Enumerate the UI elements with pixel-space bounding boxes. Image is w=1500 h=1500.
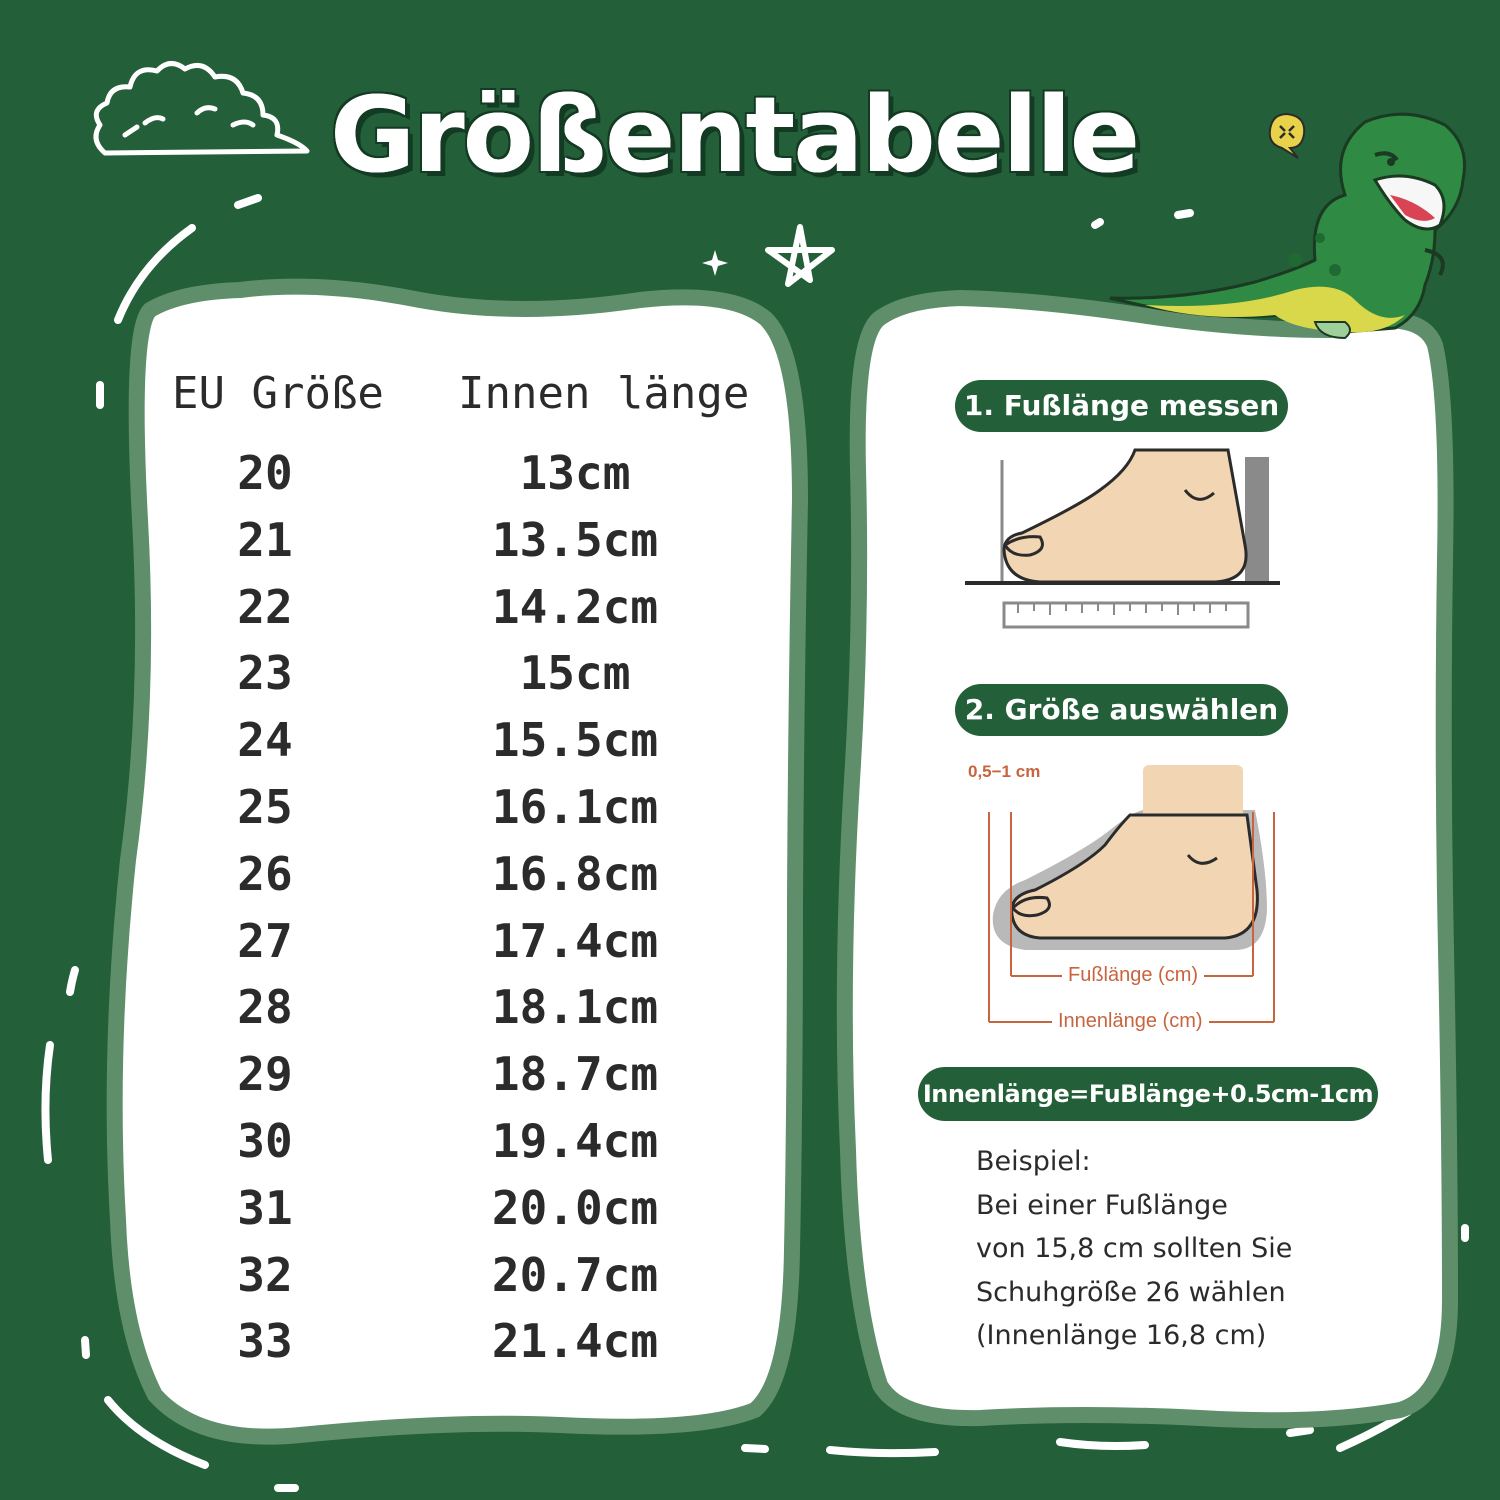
table-cell-size: 27 xyxy=(237,914,293,968)
example-line: Bei einer Fußlänge xyxy=(976,1189,1228,1221)
table-cell-size: 29 xyxy=(237,1047,293,1101)
table-cell-size: 20 xyxy=(237,446,293,500)
table-cell-length: 19.4cm xyxy=(491,1114,659,1168)
table-cell-length: 15cm xyxy=(519,646,631,700)
table-cell-length: 18.7cm xyxy=(491,1047,659,1101)
table-cell-length: 20.7cm xyxy=(491,1248,659,1302)
header-eu-size: EU Größe xyxy=(172,368,384,419)
table-cell-length: 17.4cm xyxy=(491,914,659,968)
table-cell-size: 24 xyxy=(237,713,293,767)
table-cell-size: 28 xyxy=(237,980,293,1034)
table-cell-size: 23 xyxy=(237,646,293,700)
example-line: (Innenlänge 16,8 cm) xyxy=(976,1320,1267,1351)
table-cell-size: 26 xyxy=(237,847,293,901)
example-line: Beispiel: xyxy=(976,1146,1091,1177)
example-line: von 15,8 cm sollten Sie xyxy=(976,1233,1293,1264)
table-cell-size: 21 xyxy=(237,513,293,567)
sparkle-icon xyxy=(700,248,730,278)
cloud-icon xyxy=(85,55,315,165)
table-cell-size: 25 xyxy=(237,780,293,834)
tolerance-label: 0,5−1 cm xyxy=(968,762,1041,781)
table-cell-length: 14.2cm xyxy=(491,580,659,634)
table-cell-length: 21.4cm xyxy=(491,1314,659,1368)
dinosaur-icon xyxy=(1105,110,1475,345)
ruler-icon xyxy=(1004,603,1248,627)
page-title: Größentabelle xyxy=(330,74,1139,196)
table-cell-length: 13.5cm xyxy=(491,513,659,567)
table-cell-length: 13cm xyxy=(519,446,631,500)
formula-label: Innenlänge=FuBlänge+0.5cm-1cm xyxy=(918,1067,1378,1121)
table-cell-length: 15.5cm xyxy=(491,713,659,767)
table-cell-length: 20.0cm xyxy=(491,1181,659,1235)
step-choose-size-label: 2. Größe auswählen xyxy=(955,684,1288,736)
foot-measure-illustration xyxy=(960,445,1290,635)
header-inner-length: Innen länge xyxy=(458,368,750,419)
example-text xyxy=(976,1140,1396,1358)
table-cell-size: 31 xyxy=(237,1181,293,1235)
table-cell-size: 32 xyxy=(237,1248,293,1302)
table-cell-size: 30 xyxy=(237,1114,293,1168)
step-measure-foot-label: 1. Fußlänge messen xyxy=(955,380,1288,432)
table-cell-length: 18.1cm xyxy=(491,980,659,1034)
inner-length-label: Innenlänge (cm) xyxy=(1052,1010,1209,1033)
foot-length-label: Fußlänge (cm) xyxy=(1062,964,1204,987)
shoe-fit-illustration xyxy=(985,760,1285,1040)
example-line: Schuhgröße 26 wählen xyxy=(976,1276,1286,1308)
foot-icon xyxy=(1004,450,1246,582)
table-cell-size: 33 xyxy=(237,1314,293,1368)
table-cell-length: 16.1cm xyxy=(491,780,659,834)
star-icon xyxy=(760,222,840,302)
table-cell-size: 22 xyxy=(237,580,293,634)
table-cell-length: 16.8cm xyxy=(491,847,659,901)
